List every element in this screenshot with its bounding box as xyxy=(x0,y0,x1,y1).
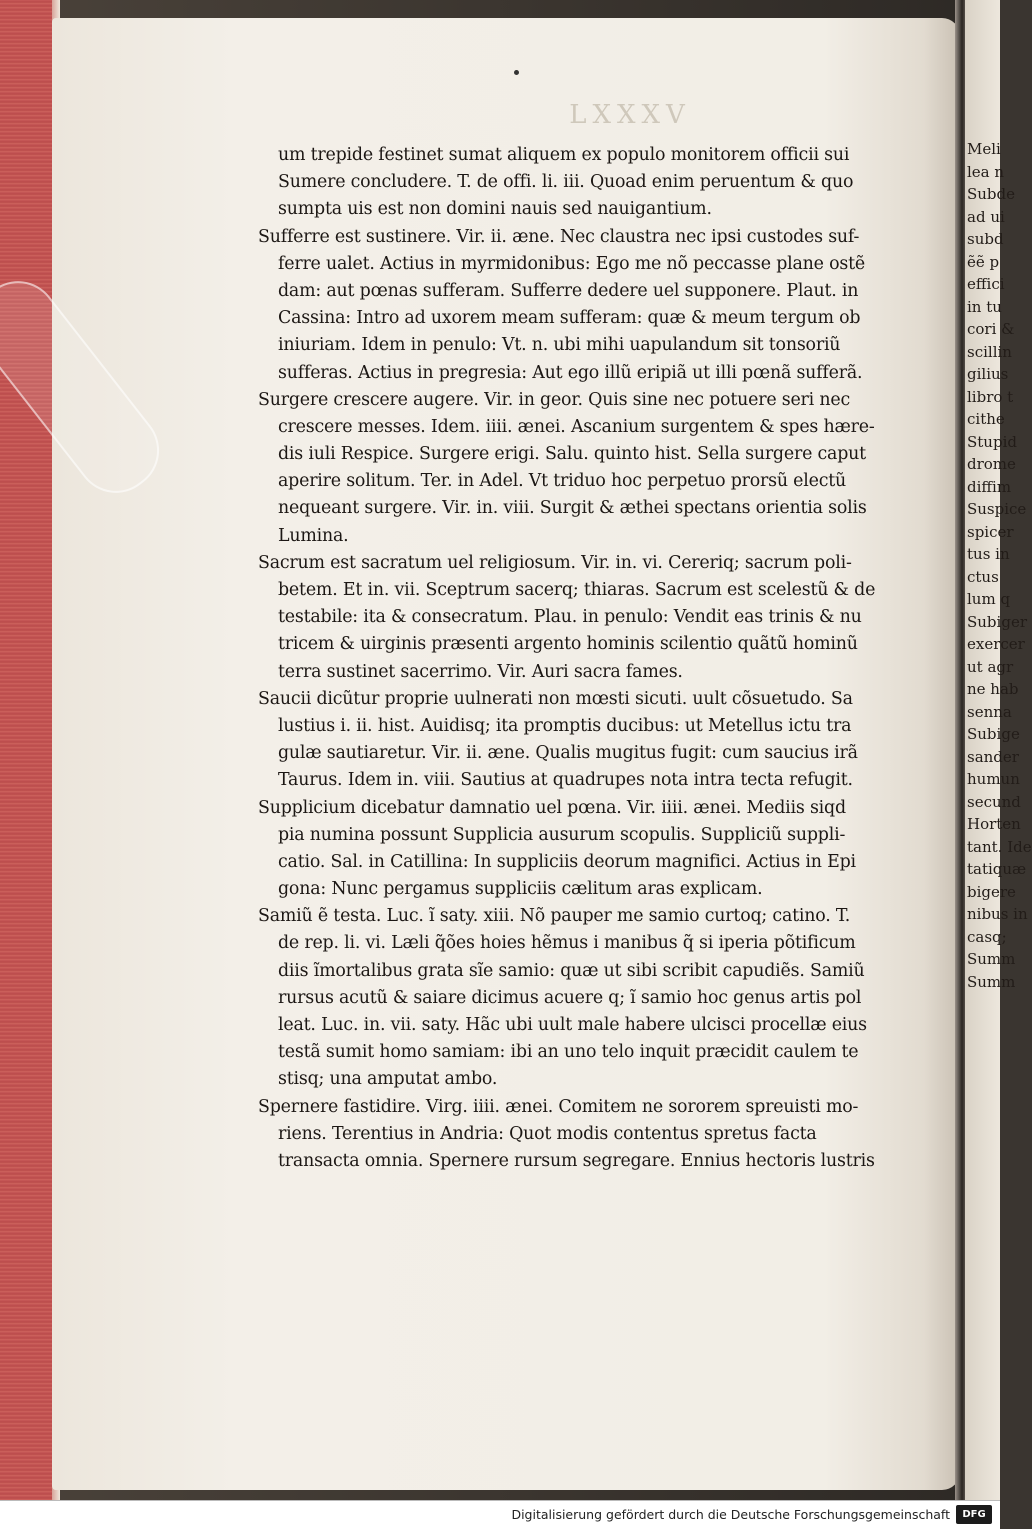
text-line: betem. Et in. vii. Sceptrum sacerq; thiaras. Sacrum est scelestũ & de xyxy=(278,580,876,600)
text-line: terra sustinet sacerrimo. Vir. Auri sacra fames. xyxy=(278,661,683,682)
text-line: Spernere fastidire. Virg. iiii. ænei. Comitem ne sororem spreuisti mo- xyxy=(258,1096,859,1117)
text-line: Surgere crescere augere. Vir. in geor. Quis sine nec potuere seri nec xyxy=(258,389,850,410)
facing-page xyxy=(965,0,1032,1500)
text-line: rursus acutũ & saiare dicimus acuere q; ĩ samio hoc genus artis pol xyxy=(278,987,862,1008)
facing-fragment: scillin xyxy=(967,342,1012,361)
text-line: Cassina: Intro ad uxorem meam sufferam: quæ & meum tergum ob xyxy=(278,308,861,329)
text-line: catio. Sal. in Catillina: In suppliciis deorum magnifici. Actius in Epi xyxy=(278,851,856,872)
text-line: crescere messes. Idem. iiii. ænei. Ascanium surgentem & spes hære- xyxy=(278,416,875,437)
facing-fragment: diffim xyxy=(967,477,1012,496)
facing-fragment: Subiger xyxy=(967,612,1027,631)
facing-fragment: ut agr xyxy=(967,657,1014,676)
text-line: testabile: ita & consecratum. Plau. in penulo: Vendit eas trinis & nu xyxy=(278,607,862,628)
facing-fragment: libro t xyxy=(967,387,1014,406)
text-line: lustius i. ii. hist. Auidisq; ita promptis ducibus: ut Metellus ictu tra xyxy=(278,715,852,736)
facing-fragment: exercer xyxy=(967,635,1025,653)
text-line: riens. Terentius in Andria: Quot modis contentus spretus facta xyxy=(278,1123,817,1144)
facing-fragment: Meli xyxy=(967,140,1001,158)
folio-number: LXXXV xyxy=(569,100,691,130)
facing-fragment: drome xyxy=(967,455,1016,473)
footer-credit: Digitalisierung gefördert durch die Deutsche Forschungsgemeinschaft xyxy=(511,1507,950,1522)
text-line: de rep. li. vi. Læli q̃ões hoies hẽmus i manibus q̃ si iperia põtificum xyxy=(278,933,856,954)
facing-fragment: tus in xyxy=(967,545,1010,563)
text-line: um trepide festinet sumat aliquem ex populo monitorem officii sui xyxy=(278,145,850,165)
text-line: sufferas. Actius in pregresia: Aut ego illũ eripiã ut illi pœnã sufferã. xyxy=(278,362,863,383)
facing-fragment: spicer xyxy=(967,522,1014,541)
text-line: ferre ualet. Actius in myrmidonibus: Ego me nõ peccasse plane ostẽ xyxy=(278,253,865,274)
text-line: Sufferre est sustinere. Vir. ii. æne. Nec claustra nec ipsi custodes suf- xyxy=(258,226,860,247)
facing-fragment: bigere xyxy=(967,882,1016,901)
facing-fragment: senna xyxy=(967,702,1012,721)
facing-fragment: cori & xyxy=(967,320,1015,338)
text-line: Sacrum est sacratum uel religiosum. Vir. in. vi. Cereriq; sacrum poli- xyxy=(258,552,852,573)
body-text xyxy=(258,142,908,1175)
facing-fragment: Summ xyxy=(967,950,1016,968)
text-line: nequeant surgere. Vir. in. viii. Surgit & æthei spectans orientia solis xyxy=(278,498,867,519)
text-line: Saucii dicũtur proprie uulnerati non mœsti sicuti. uult cõsuetudo. Sa xyxy=(258,688,853,709)
facing-fragment: ne hab xyxy=(967,680,1019,698)
text-line: diis ĩmortalibus grata sĩe samio: quæ ut sibi scribit capudiẽs. Samiũ xyxy=(278,960,865,981)
text-line: tricem & uirginis præsenti argento hominis scilentio quãtũ hominũ xyxy=(278,634,858,655)
text-line: Lumina. xyxy=(278,525,349,546)
dfg-logo: DFG xyxy=(956,1505,992,1524)
facing-fragment: humun xyxy=(967,770,1020,788)
facing-fragment: nibus in xyxy=(967,905,1028,923)
facing-fragment: subd xyxy=(967,230,1004,248)
facing-fragment: effici xyxy=(967,275,1005,293)
facing-fragment: Summ xyxy=(967,972,1016,991)
facing-fragment: Subige xyxy=(967,725,1020,743)
facing-fragment: Stupid xyxy=(967,432,1017,451)
facing-fragment: tant. Ide xyxy=(967,837,1032,856)
facing-fragment: casq; xyxy=(967,927,1007,946)
footer-bar xyxy=(0,1500,1000,1529)
text-line: aperire solitum. Ter. in Adel. Vt triduo hoc perpetuo prorsũ electũ xyxy=(278,471,847,492)
facing-fragment: Subde xyxy=(967,185,1016,203)
text-line: Supplicium dicebatur damnatio uel pœna. Vir. iiii. ænei. Mediis siqd xyxy=(258,797,846,818)
text-line: gona: Nunc pergamus suppliciis cælitum aras explicam. xyxy=(278,879,763,900)
text-line: iniuriam. Idem in penulo: Vt. n. ubi mihi uapulandum sit tonsoriũ xyxy=(278,335,841,356)
facing-fragment: lum q xyxy=(967,590,1011,608)
page-edge-red xyxy=(0,0,52,1500)
facing-fragment: Suspice xyxy=(967,500,1027,518)
facing-fragment: cithe xyxy=(967,410,1005,428)
text-line: sumpta uis est non domini nauis sed nauigantium. xyxy=(278,199,712,220)
text-line: Samiũ ẽ testa. Luc. ĩ saty. xiii. Nõ pauper me samio curtoq; catino. T. xyxy=(258,906,851,927)
facing-fragment: secund xyxy=(967,792,1021,811)
facing-fragment: in tu xyxy=(967,297,1002,316)
facing-fragment: ctus xyxy=(967,567,999,586)
text-line: dam: aut pœnas sufferam. Sufferre dedere uel supponere. Plaut. in xyxy=(278,280,859,301)
text-line: stisq; una amputat ambo. xyxy=(278,1069,498,1090)
ink-dot xyxy=(514,70,519,75)
text-line: dis iuli Respice. Surgere erigi. Salu. quinto hist. Sella surgere caput xyxy=(278,444,866,465)
text-line: gulæ sautiaretur. Vir. ii. æne. Qualis mugitus fugit: cum saucius irã xyxy=(278,743,858,764)
facing-fragment: lea n xyxy=(967,162,1005,181)
facing-fragment: tatiquæ xyxy=(967,860,1027,878)
text-line: leat. Luc. in. vii. saty. Hãc ubi uult male habere ulcisci procellæ eius xyxy=(278,1015,867,1035)
facing-fragment: sander xyxy=(967,747,1019,766)
text-line: pia numina possunt Supplicia ausurum scopulis. Suppliciũ suppli- xyxy=(278,824,846,845)
facing-fragment: ad ui xyxy=(967,207,1005,226)
facing-fragment: gilius xyxy=(967,365,1009,383)
facing-fragment: Horten xyxy=(967,815,1021,833)
text-line: Sumere concludere. T. de offi. li. iii. Quoad enim peruentum & quo xyxy=(278,172,854,193)
text-line: Taurus. Idem in. viii. Sautius at quadrupes nota intra tecta refugit. xyxy=(278,770,853,791)
text-line: testã sumit homo samiam: ibi an uno telo inquit præcidit caulem te xyxy=(278,1042,859,1063)
facing-fragment: ẽẽ p xyxy=(967,252,1000,271)
text-line: transacta omnia. Spernere rursum segregare. Ennius hectoris lustris xyxy=(278,1150,875,1171)
